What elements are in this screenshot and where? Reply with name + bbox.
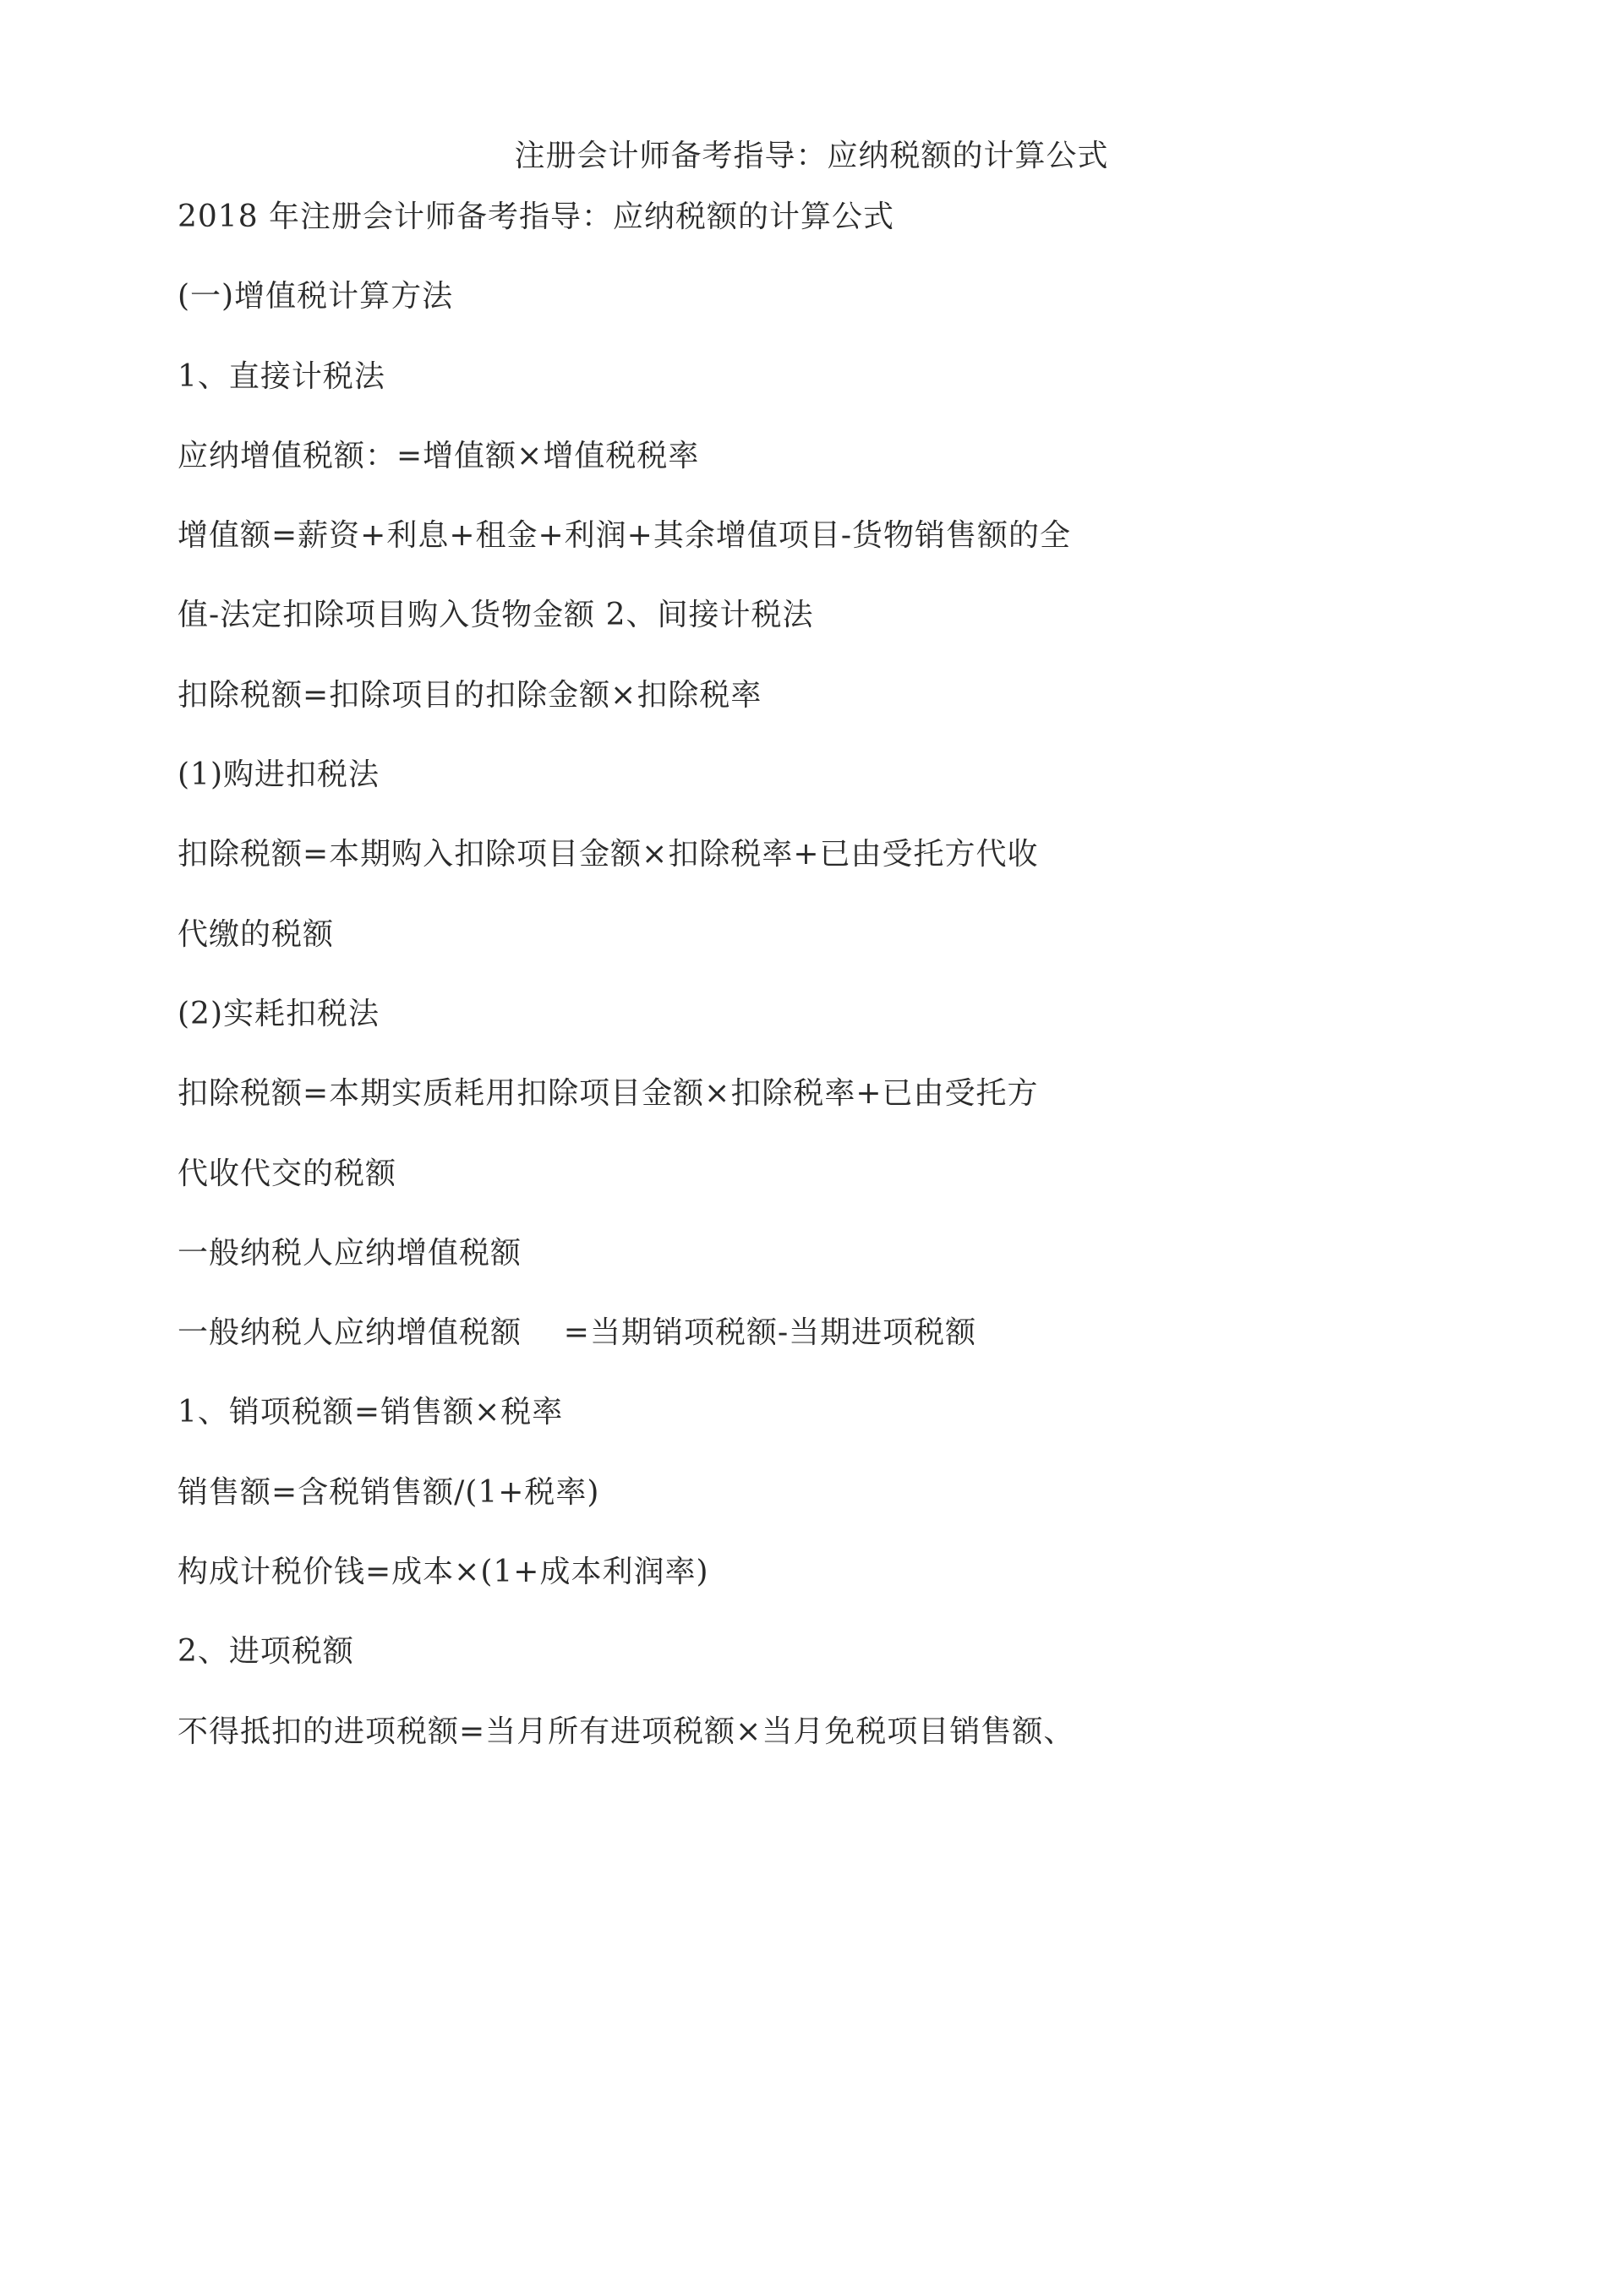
text-line: 扣除税额=本期购入扣除项目金额×扣除税率+已由受托方代收: [178, 837, 1039, 872]
text-line: 1、销项税额=销售额×税率: [178, 1395, 564, 1430]
text-line: 代收代交的税额: [178, 1156, 397, 1191]
text-line: 值-法定扣除项目购入货物金额 2、间接计税法: [178, 598, 814, 633]
text-line: (一)增值税计算方法: [178, 279, 454, 314]
text-line: 代缴的税额: [178, 916, 335, 952]
text-line: 2018 年注册会计师备考指导：应纳税额的计算公式: [178, 200, 895, 234]
document-title: 注册会计师备考指导：应纳税额的计算公式: [514, 139, 1109, 173]
text-line: 1、直接计税法: [178, 358, 385, 394]
text-line: 一般纳税人应纳增值税额: [178, 1235, 522, 1271]
document-body: [178, 196, 1445, 1790]
text-line: (2)实耗扣税法: [178, 996, 380, 1031]
text-line: 一般纳税人应纳增值税额 =当期销项税额-当期进项税额: [178, 1315, 977, 1351]
text-line: 应纳增值税额：=增值额×增值税税率: [178, 438, 700, 473]
text-line: 构成计税价钱=成本×(1+成本利润率): [178, 1555, 709, 1590]
text-line: (1)购进扣税法: [178, 757, 380, 793]
text-line: 2、进项税额: [178, 1634, 354, 1670]
text-line: 增值额=薪资+利息+租金+利润+其余增值项目-货物销售额的全: [178, 518, 1071, 554]
text-line: 扣除税额=本期实质耗用扣除项目金额×扣除税率+已由受托方: [178, 1076, 1039, 1112]
text-line: 不得抵扣的进项税额=当月所有进项税额×当月免税项目销售额、: [178, 1714, 1075, 1749]
text-line: 扣除税额=扣除项目的扣除金额×扣除税率: [178, 677, 762, 713]
text-line: 销售额=含税销售额/(1+税率): [178, 1474, 600, 1510]
